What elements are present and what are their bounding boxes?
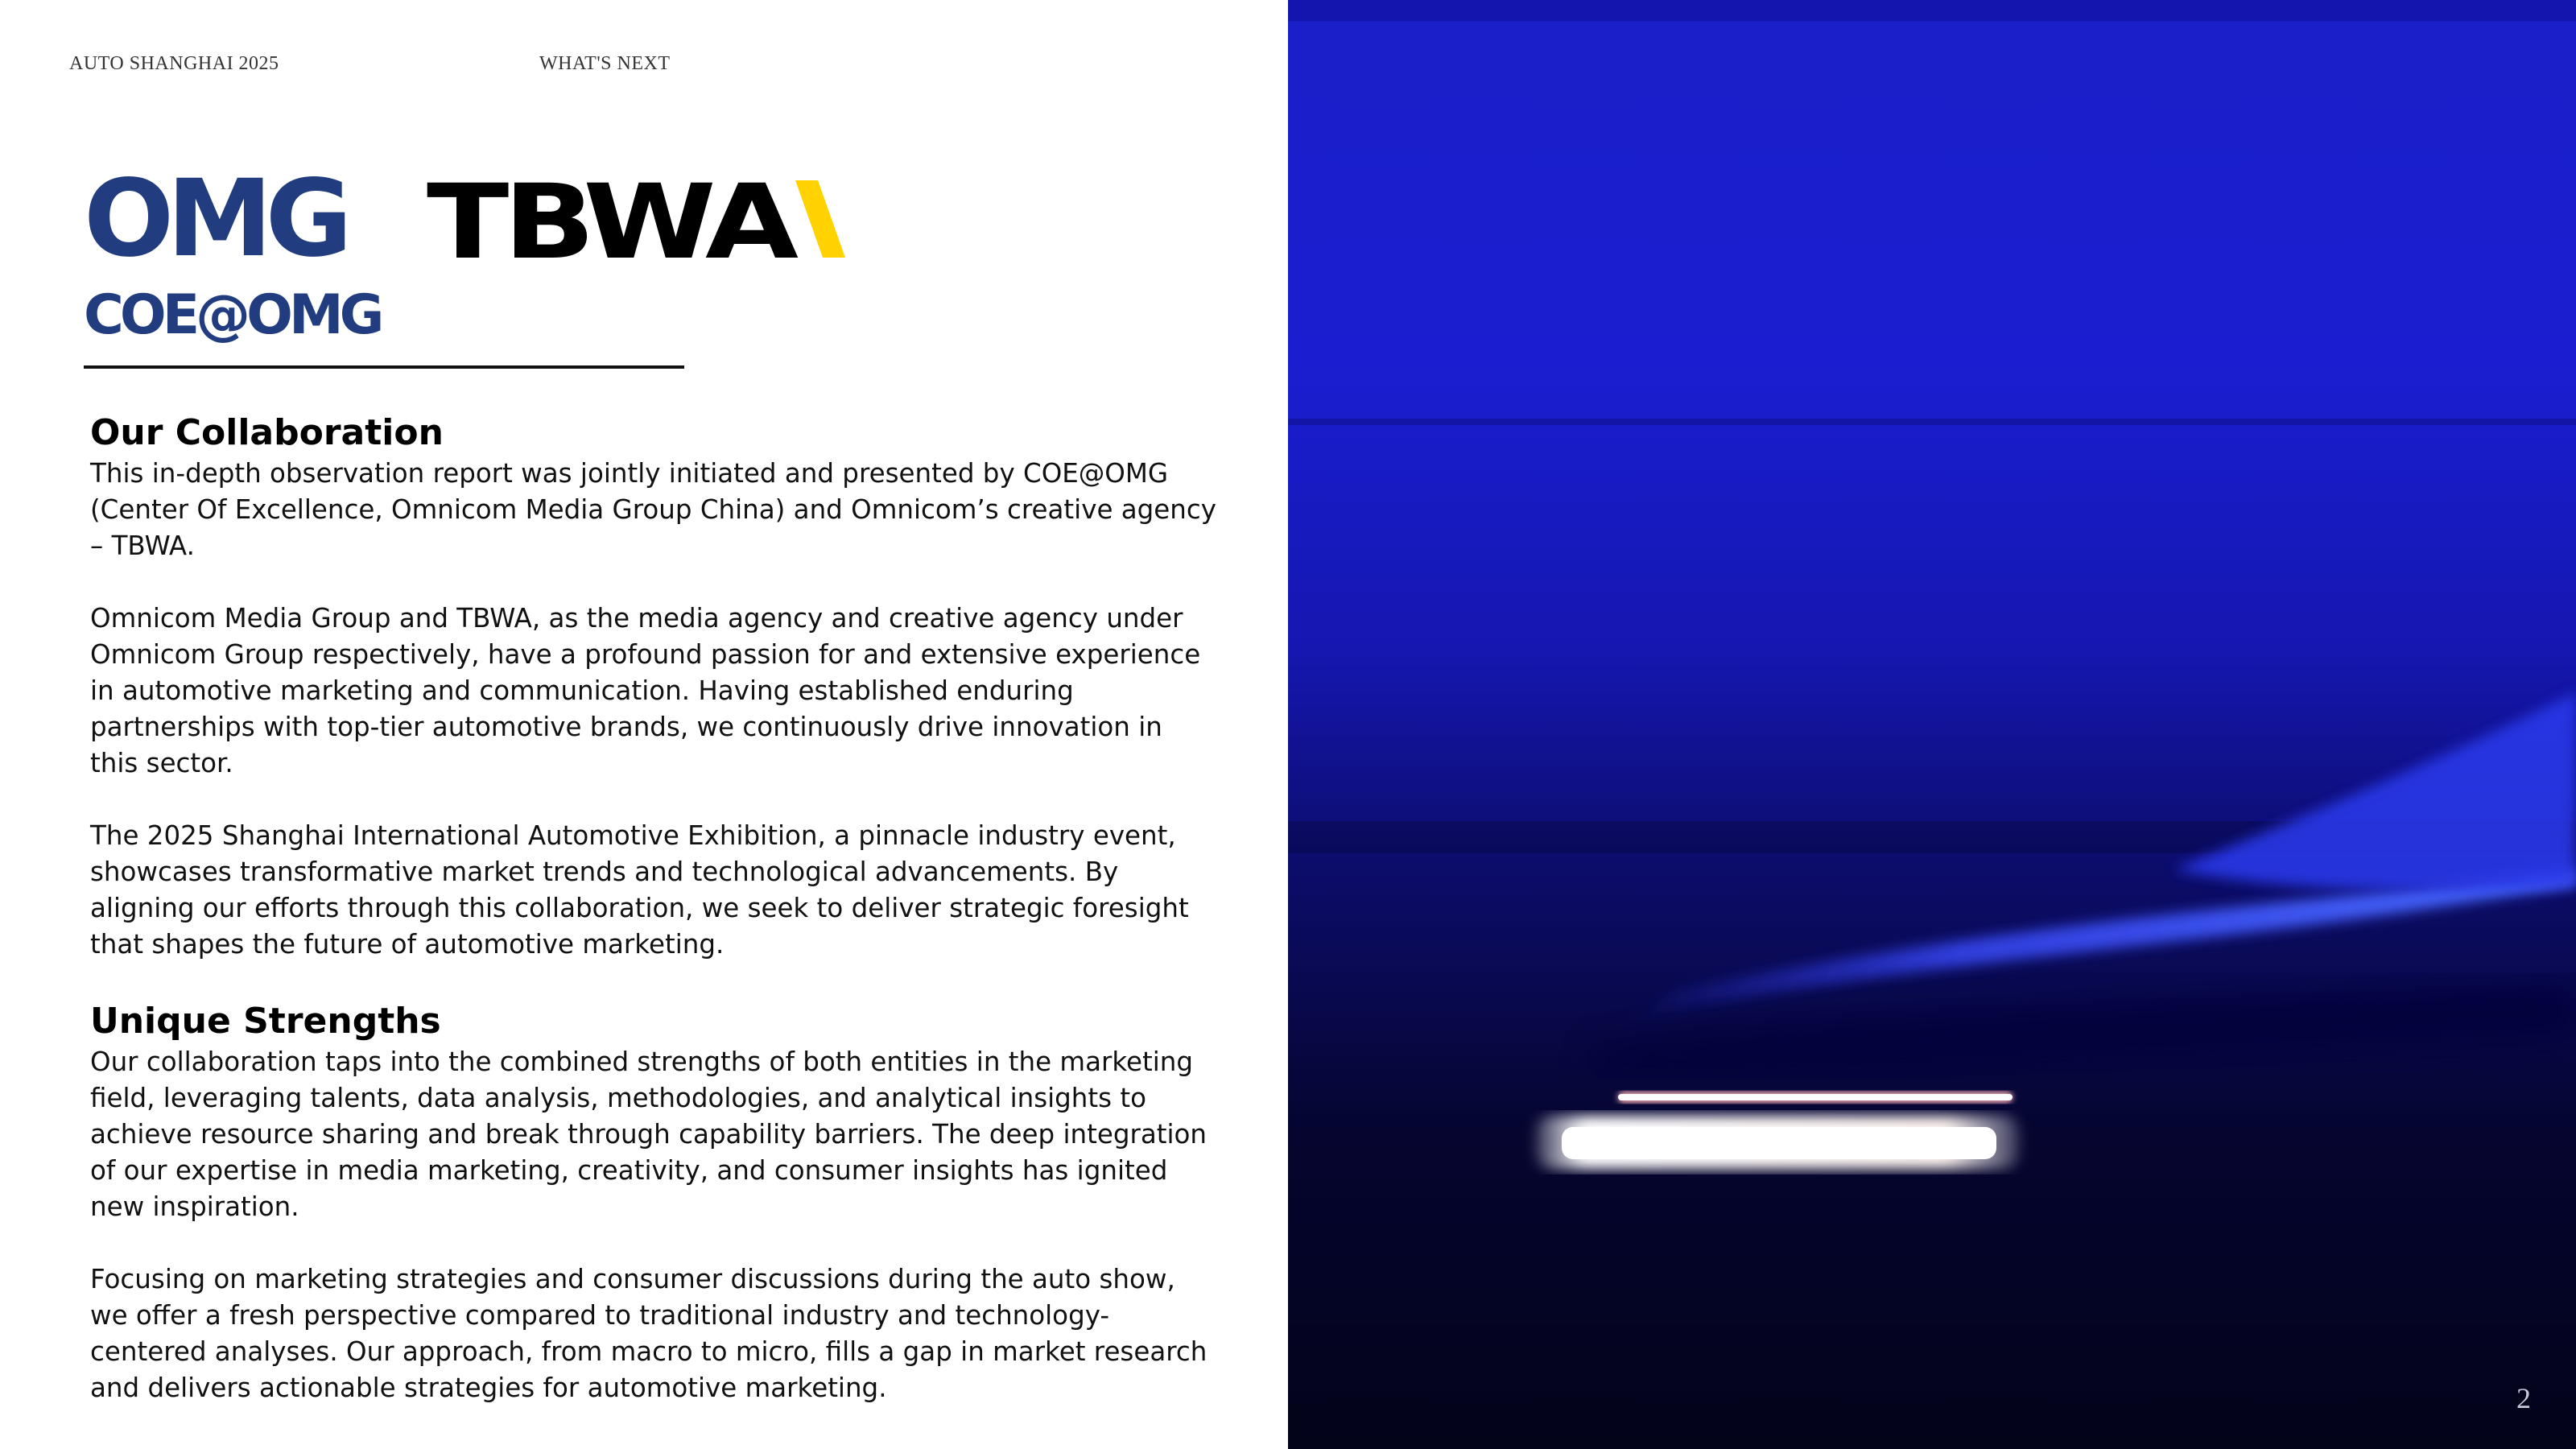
hero-photo [1288, 0, 2576, 1449]
coe-omg-logo: COE@OMG [84, 283, 381, 347]
strengths-paragraph-2: Focusing on marketing strategies and consumer discussions during the auto show, we offer a fresh perspective compared to traditional industry and technology-centered analyses. Our approach, from macro to micro, fills a gap in market research and delivers actionable strategies for automotive marketing. [90, 1264, 1208, 1403]
page-number: 2 [2516, 1382, 2531, 1414]
tbwa-logo [427, 169, 845, 274]
heading-our-collaboration: Our Collaboration [90, 412, 444, 453]
svg-text:TBWA: TBWA [427, 169, 799, 274]
heading-unique-strengths: Unique Strengths [90, 1001, 441, 1042]
collaboration-paragraph-1: This in-depth observation report was jointly initiated and presented by COE@OMG (Center Of Excellence, Omnicom Media Group China) and Omnicom’s creative agency – TBWA. [90, 458, 1217, 561]
strengths-paragraph-1: Our collaboration taps into the combined strengths of both entities in the marketing field, leveraging talents, data analysis, methodologies, and analytical insights to achieve resource sharing and break through capability barriers. The deep integration of our expertise in media marketing, creativity, and consumer insights has ignited new inspiration. [90, 1046, 1208, 1222]
collaboration-paragraph-2: Omnicom Media Group and TBWA, as the media agency and creative agency under Omnicom Group respectively, have a profound passion for and extensive experience in automotive marketing and communication. Having established enduring partnerships with top-tier automotive brands, we continuously drive innovation in this sector. [90, 603, 1201, 778]
omg-logo: OMG [84, 157, 345, 281]
main-content [90, 411, 1217, 1406]
logo-divider [84, 365, 684, 369]
collaboration-paragraph-3: The 2025 Shanghai International Automotive Exhibition, a pinnacle industry event, showcases transformative market trends and technological advancements. By aligning our efforts through this collaboration, we seek to deliver strategic foresight that shapes the future of automotive marketing. [90, 820, 1189, 960]
tbwa-logo-graphic [427, 169, 845, 274]
section-label: WHAT'S NEXT [539, 53, 671, 74]
event-label: AUTO SHANGHAI 2025 [69, 53, 279, 74]
motion-blur-car-image [1288, 0, 2576, 1449]
